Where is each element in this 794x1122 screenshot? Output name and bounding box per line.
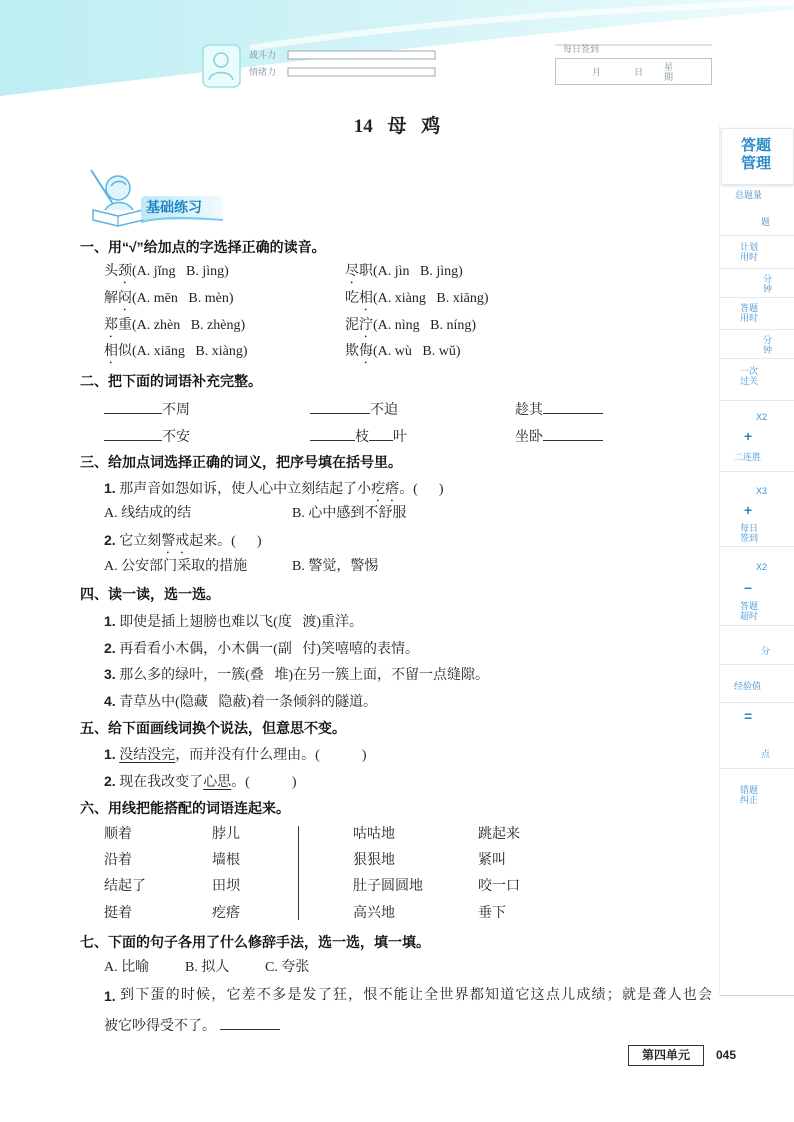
sidebar-separator	[720, 400, 794, 401]
sidebar-plus-sign: +	[744, 502, 753, 518]
power-label: 战斗力	[249, 50, 277, 60]
sidebar-exp-label: 经验值	[734, 681, 762, 691]
q6-word: 咕咕地	[353, 827, 395, 842]
sidebar-separator	[720, 235, 794, 236]
q6-word: 肚子圆圆地	[353, 879, 423, 894]
q3-item: 2. 它立刻警戒起来。( )	[104, 532, 262, 549]
sidebar-equals-sign: =	[744, 708, 753, 724]
avatar-icon	[203, 45, 240, 87]
q2-item: 不安	[104, 427, 190, 446]
sidebar-separator	[720, 471, 794, 472]
sidebar-heading: 答题管理	[741, 137, 772, 172]
sidebar-answer-time-label: 答题用时	[740, 303, 759, 323]
q4-heading: 四、读一读，选一选。	[80, 586, 220, 602]
q6-word: 咬一口	[478, 879, 520, 894]
sidebar-bottom-line	[720, 995, 794, 996]
sidebar-minus-sign: −	[744, 580, 753, 596]
q3-heading: 三、给加点词选择正确的词义，把序号填在括号里。	[80, 454, 402, 470]
q1-item: 吃相(A. xiàng B. xiāng)	[345, 291, 489, 306]
q2-item: 枝 叶	[310, 427, 407, 446]
sidebar-overtime-label: 答题超时	[740, 601, 759, 621]
q5-heading: 五、给下面画线词换个说法，但意思不变。	[80, 720, 346, 736]
unit-label: 第四单元	[628, 1045, 704, 1066]
month-label: 月	[592, 67, 602, 77]
q6-heading: 六、用线把能搭配的词语连起来。	[80, 800, 290, 816]
sidebar-plan-time-unit: 分钟	[763, 274, 773, 294]
badge-illustration	[85, 166, 227, 228]
q6-word: 田坝	[212, 879, 240, 894]
sidebar-separator	[720, 768, 794, 769]
sidebar-first-pass-label: 一次过关	[740, 366, 759, 386]
q6-divider	[298, 826, 299, 920]
student-reading-icon	[91, 170, 143, 226]
lesson-title: 14 母 鸡	[353, 116, 441, 137]
q3-item: 1. 那声音如怨如诉，使人心中立刻结起了小疙瘩。( )	[104, 480, 444, 497]
q3-option-a: A. 线结成的结	[104, 506, 192, 521]
weekday-label: 星期	[664, 62, 674, 82]
q2-item: 坐卧	[515, 427, 603, 446]
answer-blank	[543, 427, 603, 441]
sidebar-separator	[720, 625, 794, 626]
q1-item: 解闷(A. mēn B. mèn)	[104, 291, 234, 306]
answer-blank	[369, 427, 393, 441]
answer-blank	[220, 1016, 280, 1030]
q7-item-number: 1.	[104, 988, 116, 1004]
sidebar-daily-checkin-label: 每日签到	[740, 523, 759, 543]
answer-blank	[104, 400, 162, 414]
sidebar-error-correction-label: 错题纠正	[740, 785, 759, 805]
sidebar-multiplier-x3: X3	[756, 486, 768, 496]
page-number: 045	[716, 1048, 737, 1062]
q1-item: 相似(A. xiāng B. xiàng)	[104, 344, 248, 359]
q4-item: 4. 青草丛中(隐藏 隐蔽)着一条倾斜的隧道。	[104, 693, 378, 710]
sidebar-separator	[720, 664, 794, 665]
q6-word: 垂下	[478, 906, 506, 921]
sidebar-separator	[720, 297, 794, 298]
q5-item: 2. 现在我改变了心思。( )	[104, 773, 297, 790]
sidebar-total-label: 总题量	[735, 190, 763, 200]
q6-word: 脖儿	[212, 827, 240, 842]
sidebar-separator	[720, 268, 794, 269]
sidebar-answer-time-unit: 分钟	[763, 335, 773, 355]
mood-bar	[288, 68, 435, 76]
answer-blank	[310, 427, 355, 441]
q1-item: 尽职(A. jìn B. jìng)	[345, 264, 463, 279]
badge-label: 基础练习	[146, 199, 202, 215]
q4-item: 1. 即使是插上翅膀也难以飞(度 渡)重洋。	[104, 613, 364, 630]
answer-blank	[543, 400, 603, 414]
q6-word: 跳起来	[478, 827, 520, 842]
q2-item: 不迫	[310, 400, 398, 419]
q3-option-a: A. 公安部门采取的措施	[104, 559, 248, 574]
q6-word: 结起了	[104, 879, 146, 894]
q2-item: 趁其	[515, 400, 603, 419]
sidebar-minute-unit: 分	[761, 646, 771, 656]
sidebar-plus-sign: +	[744, 428, 753, 444]
q6-word: 墙根	[212, 853, 240, 868]
sidebar-multiplier-x2: X2	[756, 412, 768, 422]
q7-option: A. 比喻	[104, 960, 150, 975]
q6-word: 紧叫	[478, 853, 506, 868]
q6-word: 沿着	[104, 853, 132, 868]
q6-word: 高兴地	[353, 906, 395, 921]
q2-item: 不周	[104, 400, 190, 419]
sidebar-plan-time-label: 计划用时	[740, 242, 759, 262]
checkin-label: 每日签到	[563, 44, 600, 54]
sidebar-multiplier-x2: X2	[756, 562, 768, 572]
day-label: 日	[634, 67, 644, 77]
header-banner	[0, 0, 794, 100]
q5-item: 1. 没结没完，而并没有什么理由。( )	[104, 746, 367, 763]
sidebar-separator	[720, 358, 794, 359]
q2-heading: 二、把下面的词语补充完整。	[80, 373, 262, 389]
sidebar-streak-label: 二连胜	[734, 452, 762, 462]
answer-blank	[310, 400, 370, 414]
q6-word: 疙瘩	[212, 906, 240, 921]
q1-item: 郑重(A. zhèn B. zhèng)	[104, 318, 246, 333]
q7-heading: 七、下面的句子各用了什么修辞手法，选一选，填一填。	[80, 934, 430, 950]
q7-option: C. 夸张	[265, 960, 310, 975]
q3-option-b: B. 警觉，警惕	[292, 559, 379, 574]
q1-heading: 一、用“√”给加点的字选择正确的读音。	[80, 239, 326, 255]
q7-item-line: 到下蛋的时候，它差不多是发了狂，恨不能让全世界都知道它这点儿成绩；就是聋人也会	[120, 988, 712, 1003]
q3-option-b: B. 心中感到不舒服	[292, 506, 407, 521]
sidebar-points-unit: 点	[761, 749, 771, 759]
mood-label: 情绪力	[249, 67, 277, 77]
q6-word: 狠狠地	[353, 853, 395, 868]
answer-blank	[104, 427, 162, 441]
power-bar	[288, 51, 435, 59]
q1-item: 头颈(A. jǐng B. jìng)	[104, 264, 229, 279]
q7-item-line: 被它吵得受不了。	[104, 1016, 280, 1035]
q7-option: B. 拟人	[185, 960, 230, 975]
sidebar-separator	[720, 546, 794, 547]
sidebar-separator	[720, 329, 794, 330]
q1-item: 泥泞(A. nìng B. níng)	[345, 318, 477, 333]
q6-word: 顺着	[104, 827, 132, 842]
q6-word: 挺着	[104, 906, 132, 921]
q4-item: 2. 再看看小木偶，小木偶一(副 付)笑嘻嘻的表情。	[104, 640, 420, 657]
q1-item: 欺侮(A. wù B. wǔ)	[345, 344, 461, 359]
sidebar-divider	[719, 125, 720, 995]
sidebar-separator	[720, 702, 794, 703]
q4-item: 3. 那么多的绿叶，一簇(叠 堆)在另一簇上面，不留一点缝隙。	[104, 666, 490, 683]
sidebar-total-unit: 题	[761, 217, 771, 227]
